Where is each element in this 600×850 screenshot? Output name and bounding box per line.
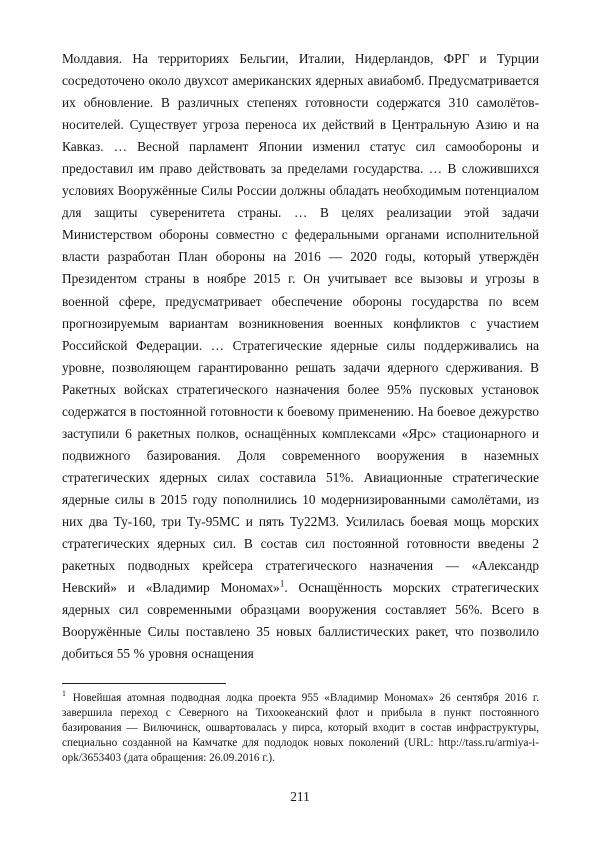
body-paragraph [62, 48, 539, 665]
page-number: 211 [290, 789, 310, 804]
footnote-block [62, 683, 539, 766]
footnote-paragraph [62, 691, 539, 766]
footnote-body: Новейшая атомная подводная лодка проекта 955 «Владимир Мономах» 26 сентября 2016 г. завершила переход с Северного на Тихоокеанский флот и прибыла в пункт постоянного базирования — Вилючинск, ошвартовалась у пирса, который входит в состав инфраструктуры, специально созданной на Камчатке для подлодок новых поколений (URL: http://tass.ru/armiya-i-opk/3653403 (дата обращения: 26.09.2016 г.). [62, 692, 539, 765]
body-paragraph-tail: . Оснащённость морских стратегических ядерных сил современными образцами вооружения составляет 56%. Всего в Вооружённые Силы поставлено 35 новых баллистических ракет, что позволило добиться 55 % уровня оснащения [62, 580, 540, 662]
footnote-number: 1 [62, 689, 66, 699]
body-text-block [62, 48, 539, 665]
footnote-separator-rule [62, 683, 226, 684]
body-paragraph-main: Молдавия. На территориях Бельгии, Италии, Нидерландов, ФРГ и Турции сосредоточено около двухсот американских ядерных авиабомб. Предусматривается их обновление. В различных степенях готовности содержатся 310 самолётов-носителей. Существует угроза переноса их действий в Центральную Азию и на Кавказ. … Весной парламент Японии изменил статус сил самообороны и предоставил им право действовать за пределами государства. … В сложившихся условиях Вооружённые Силы России должны обладать необходимым потенциалом для защиты суверенитета страны. … В целях реализации этой задачи Министерством обороны совместно с федеральными органами исполнительной власти разработан План обороны на 2016 — 2020 годы, который утверждён Президентом страны в ноябре 2015 г. Он учитывает все вызовы и угрозы в военной сфере, предусматривает обеспечение обороны государства по всем прогнозируемым вариантам возникновения военных конфликтов с участием Российской Федерации. … Стратегические ядерные силы поддерживались на уровне, позволяющем гарантированно решать задачи ядерного сдерживания. В Ракетных войсках стратегического назначения более 95% пусковых установок содержатся в постоянной готовности к боевому применению. На боевое дежурство заступили 6 ракетных полков, оснащённых комплексами «Ярс» стационарного и подвижного базирования. Доля современного вооружения в наземных стратегических ядерных силах составила 51%. Авиационные стратегические ядерные силы в 2015 году пополнились 10 модернизированными самолётами, из них два Ту-160, три Ту-95МС и пять Ту22М3. Усилилась боевая мощь морских стратегических ядерных сил. В состав сил постоянной готовности введены 2 ракетных подводных крейсера стратегического назначения — «Александр Невский» и «Владимир Мономах» [62, 51, 539, 596]
footnote-reference-marker: 1 [279, 578, 285, 589]
